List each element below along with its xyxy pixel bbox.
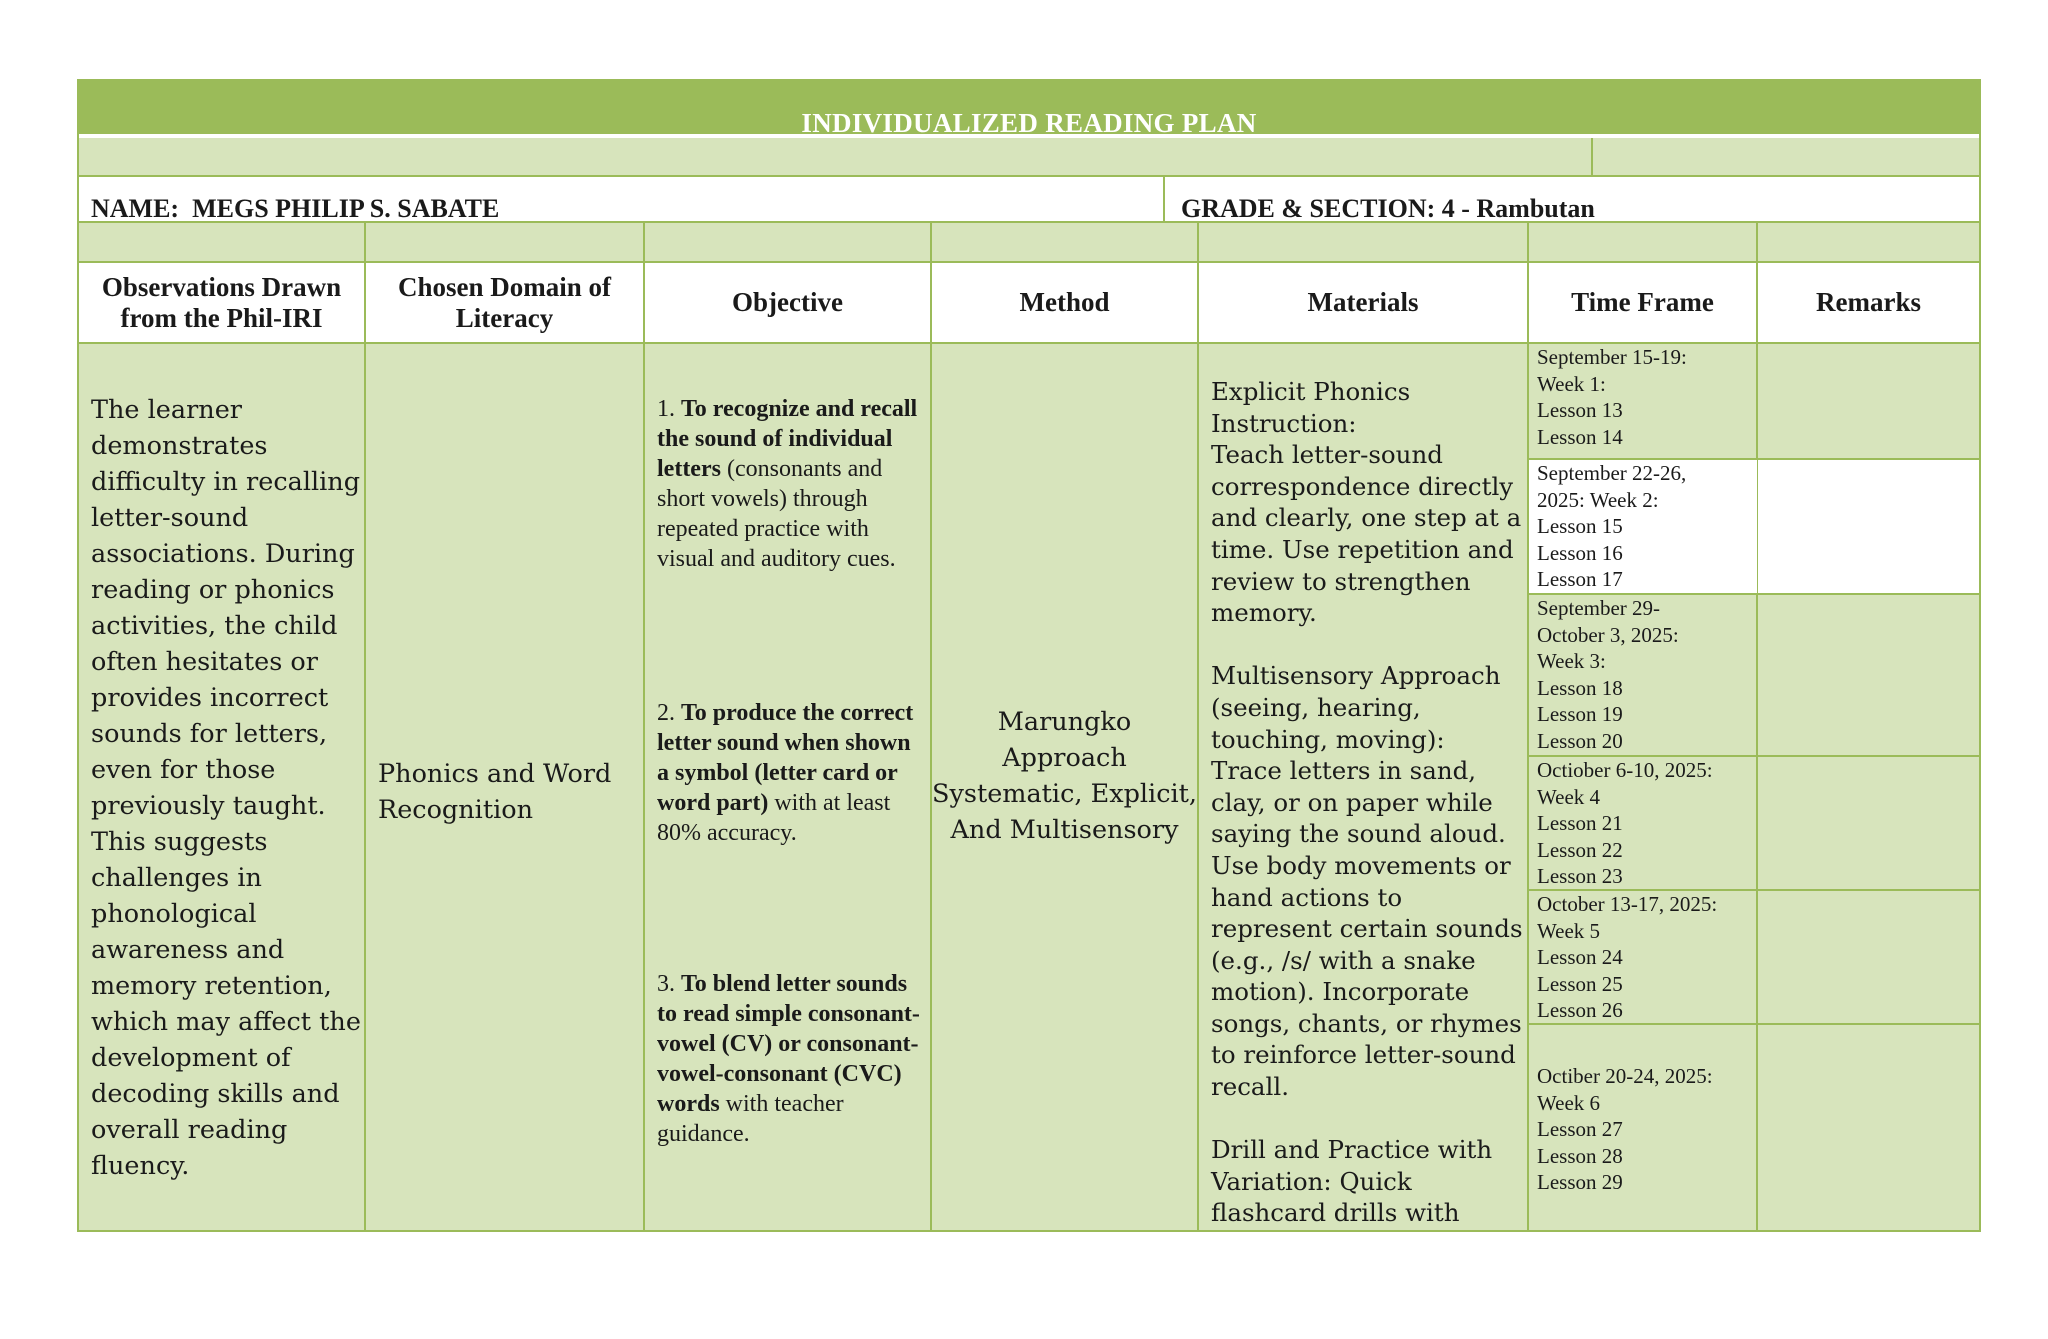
observation-text: The learner demonstrates difficulty in recalling letter-sound associations. During reading or phonics activities, the child often hesitates or provides incorrect sounds for letters, even for those previously taught. This suggests challenges in phonological awareness and memory retention, which may affect the development of decoding skills and overall reading fluency. bbox=[91, 395, 361, 1181]
objective-bold: To recognize and recall the sound of individual letters bbox=[657, 396, 918, 482]
spacer-band-right bbox=[1593, 138, 1979, 177]
domain-text: Phonics and Word Recognition bbox=[378, 759, 612, 825]
objective-rest: (consonants and short vowels) through repeated practice with visual and auditory cues. bbox=[657, 456, 896, 572]
objective-rest: with teacher guidance. bbox=[657, 1091, 844, 1147]
remarks-cell bbox=[1758, 595, 1979, 757]
student-name: NAME: MEGS PHILIP S. SABATE bbox=[91, 194, 500, 223]
remarks-column bbox=[1758, 344, 1979, 1230]
header-materials: Materials bbox=[1199, 263, 1529, 344]
header-domain: Chosen Domain of Literacy bbox=[366, 263, 645, 344]
plan-title: INDIVIDUALIZED READING PLAN bbox=[801, 108, 1257, 138]
reading-plan-table bbox=[77, 79, 1981, 1232]
header-observations: Observations Drawn from the Phil-IRI bbox=[79, 263, 366, 344]
time-frame-week-4: Octiober 6-10, 2025: Week 4 Lesson 21 Lesson 22 Lesson 23 bbox=[1529, 757, 1757, 891]
observations-cell bbox=[79, 344, 366, 1230]
remarks-cell bbox=[1758, 891, 1979, 1025]
header-remarks: Remarks bbox=[1758, 263, 1979, 344]
remarks-cell bbox=[1758, 757, 1979, 891]
materials-cell bbox=[1199, 344, 1529, 1230]
time-frame-week-1: September 15-19: Week 1: Lesson 13 Lesson 14 bbox=[1529, 344, 1757, 460]
time-frame-week-3: September 29- October 3, 2025: Week 3: Lesson 18 Lesson 19 Lesson 20 bbox=[1529, 595, 1757, 757]
spacer-cell bbox=[1529, 223, 1758, 263]
objective-rest: with at least 80% accuracy. bbox=[657, 790, 891, 846]
spacer-cell bbox=[1199, 223, 1529, 263]
objective-number: 1. bbox=[657, 396, 681, 422]
name-cell bbox=[79, 177, 1165, 223]
spacer-cell bbox=[1758, 223, 1979, 263]
objective-3 bbox=[657, 969, 927, 1149]
remarks-cell bbox=[1758, 1025, 1979, 1230]
time-frame-week-2: September 22-26, 2025: Week 2: Lesson 15 Lesson 16 Lesson 17 bbox=[1529, 460, 1757, 595]
grade-section: GRADE & SECTION: 4 - Rambutan bbox=[1181, 194, 1595, 223]
time-frame-column bbox=[1529, 344, 1758, 1230]
remarks-cell bbox=[1758, 344, 1979, 460]
time-frame-week-5: October 13-17, 2025: Week 5 Lesson 24 Lesson 25 Lesson 26 bbox=[1529, 891, 1757, 1025]
objective-number: 2. bbox=[657, 700, 681, 726]
objective-cell bbox=[645, 344, 932, 1230]
materials-text: Explicit Phonics Instruction: Teach letter-sound correspondence directly and clearly, one step at a time. Use repetition and review to strengthen memory. Multisensory Approach (seeing, hearing, touching, moving): Trace letters in sand, clay, or on paper while saying the sound aloud. Use body movements or hand actions to represent certain sounds (e.g., /s/ with a snake motion). Incorporate songs, chants, or rhymes to reinforce letter-sound recall. Drill and Practice with Variation: Quick flashcard drills with bbox=[1211, 377, 1523, 1228]
spacer-cell bbox=[79, 223, 366, 263]
spacer-cell bbox=[645, 223, 932, 263]
objective-number: 3. bbox=[657, 971, 681, 997]
domain-cell bbox=[366, 344, 645, 1230]
method-text: Marungko Approach Systematic, Explicit, And Multisensory bbox=[932, 707, 1197, 845]
header-time-frame: Time Frame bbox=[1529, 263, 1758, 344]
remarks-cell bbox=[1758, 460, 1979, 595]
spacer-cell bbox=[366, 223, 645, 263]
title-bar bbox=[79, 81, 1979, 138]
time-frame-week-6: Octiber 20-24, 2025: Week 6 Lesson 27 Lesson 28 Lesson 29 bbox=[1537, 1064, 1713, 1194]
objective-bold: To produce the correct letter sound when shown a symbol (letter card or word part) bbox=[657, 700, 914, 816]
objective-2 bbox=[657, 698, 927, 848]
header-objective: Objective bbox=[645, 263, 932, 344]
method-cell bbox=[932, 344, 1199, 1230]
spacer-band-left bbox=[79, 138, 1593, 177]
objective-bold: To blend letter sounds to read simple consonant-vowel (CV) or consonant-vowel-consonant (CVC) words bbox=[657, 971, 920, 1117]
header-method: Method bbox=[932, 263, 1199, 344]
grade-cell bbox=[1165, 177, 1979, 223]
spacer-cell bbox=[932, 223, 1199, 263]
objective-1 bbox=[657, 394, 927, 574]
